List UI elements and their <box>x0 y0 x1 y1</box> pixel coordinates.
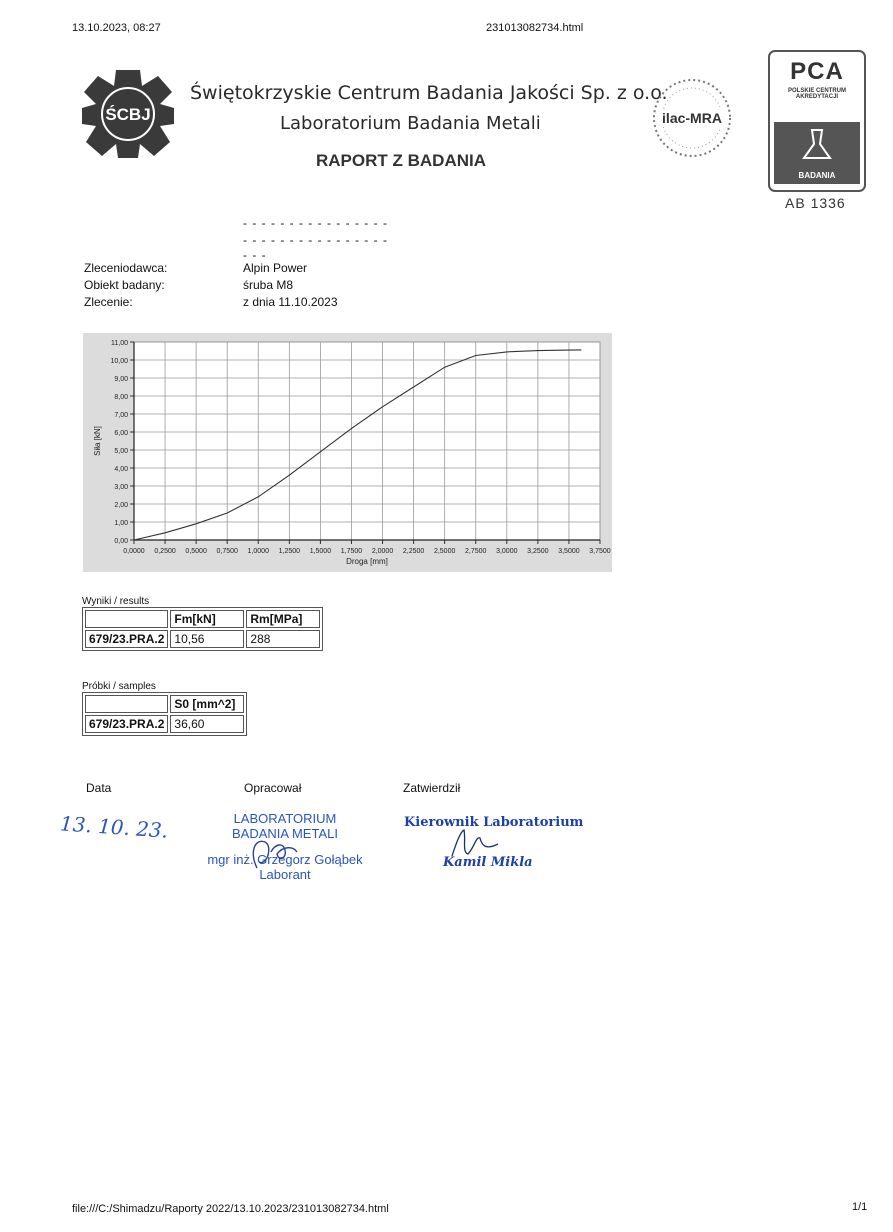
handwritten-date: 13. 10. 23. <box>59 811 169 843</box>
x-tick-label: 0,7500 <box>216 548 238 555</box>
y-tick-label: 4,00 <box>114 466 128 473</box>
x-tick-label: 3,2500 <box>527 548 549 555</box>
results-rm-value: 288 <box>246 630 320 648</box>
results-header-empty <box>85 610 168 628</box>
client-label: Zleceniodawca: <box>84 261 168 275</box>
date-label: Data <box>86 781 112 795</box>
pca-text: PCA <box>790 58 844 85</box>
approved-stamp-title: Kierownik Laboratorium <box>404 815 584 830</box>
x-tick-label: 0,0000 <box>123 548 145 555</box>
org-name: Świętokrzyskie Centrum Badania Jakości Sp. z o.o. <box>190 82 668 104</box>
scbj-logo-text: ŚCBJ <box>105 105 151 124</box>
x-tick-label: 2,2500 <box>402 548 425 555</box>
redacted-line-1: - - - - - - - - - - - - - - - - <box>243 216 388 230</box>
prepared-stamp-line-4: Laborant <box>259 867 311 882</box>
samples-sample-id: 679/23.PRA.2 <box>85 715 168 733</box>
results-header-rm: Rm[MPa] <box>246 610 320 628</box>
results-header-row <box>85 610 320 628</box>
scbj-logo <box>80 68 176 160</box>
results-table <box>82 607 323 651</box>
y-tick-label: 5,00 <box>114 448 128 455</box>
x-tick-label: 2,5000 <box>433 548 456 555</box>
pca-line2: AKREDYTACJI <box>795 94 839 100</box>
approved-signature <box>446 826 506 864</box>
report-title: RAPORT Z BADANIA <box>316 151 486 170</box>
samples-header-row <box>85 695 244 713</box>
y-tick-label: 8,00 <box>114 394 128 401</box>
object-value: śruba M8 <box>243 278 294 292</box>
samples-row <box>85 715 244 733</box>
redacted-line-2: - - - - - - - - - - - - - - - - <box>243 233 388 247</box>
approved-stamp-name: Kamil Mikla <box>443 855 533 870</box>
order-value: z dnia 11.10.2023 <box>243 295 338 309</box>
x-tick-label: 1,5000 <box>309 548 332 555</box>
results-fm-value: 10,56 <box>170 630 244 648</box>
print-filename: 231013082734.html <box>486 22 584 34</box>
lab-name: Laboratorium Badania Metali <box>280 113 541 134</box>
pca-badge-label: BADANIA <box>798 171 836 180</box>
accreditation-number: AB 1336 <box>785 195 846 211</box>
x-tick-label: 1,2500 <box>278 548 301 555</box>
x-tick-label: 1,7500 <box>340 548 363 555</box>
results-caption: Wyniki / results <box>82 596 150 607</box>
flask-icon <box>774 122 860 166</box>
y-tick-label: 2,00 <box>114 502 128 509</box>
samples-header-empty <box>85 695 168 713</box>
x-tick-label: 2,0000 <box>371 548 394 555</box>
print-datetime: 13.10.2023, 08:27 <box>72 22 161 34</box>
redacted-line-3: - - - <box>243 248 267 262</box>
x-tick-label: 3,0000 <box>496 548 518 555</box>
results-sample-id: 679/23.PRA.2 <box>85 630 168 648</box>
samples-table <box>82 692 247 736</box>
prepared-stamp-line-2: BADANIA METALI <box>232 826 338 841</box>
y-tick-label: 11,00 <box>111 340 128 347</box>
x-tick-label: 1,0000 <box>247 548 269 555</box>
client-value: Alpin Power <box>243 261 308 275</box>
y-tick-label: 3,00 <box>114 484 128 491</box>
ilac-text: ilac-MRA <box>662 110 722 126</box>
y-tick-label: 7,00 <box>114 412 128 419</box>
x-tick-label: 3,5000 <box>558 548 580 555</box>
prepared-stamp-line-1: LABORATORIUM <box>233 811 337 826</box>
pca-line1: POLSKIE CENTRUM <box>787 88 846 94</box>
x-tick-label: 3,7500 <box>589 548 611 555</box>
prepared-label: Opracował <box>244 781 302 795</box>
y-tick-label: 0,00 <box>114 538 128 545</box>
samples-caption: Próbki / samples <box>82 681 156 692</box>
pca-badge <box>768 50 866 192</box>
x-tick-label: 2,7500 <box>465 548 487 555</box>
results-row <box>85 630 320 648</box>
y-tick-label: 1,00 <box>114 520 128 527</box>
chart-svg <box>83 333 612 572</box>
y-axis-label: Siła [kN] <box>93 426 102 456</box>
y-tick-label: 6,00 <box>114 430 128 437</box>
prepared-signature <box>245 832 315 878</box>
order-label: Zlecenie: <box>84 295 133 309</box>
page-number: 1/1 <box>852 1201 868 1213</box>
y-tick-label: 10,00 <box>110 358 128 365</box>
object-label: Obiekt badany: <box>84 278 165 292</box>
results-header-fm: Fm[kN] <box>170 610 244 628</box>
x-axis-label: Droga [mm] <box>346 557 388 566</box>
approved-label: Zatwierdził <box>403 781 461 795</box>
x-tick-label: 0,2500 <box>154 548 176 555</box>
samples-s0-value: 36,60 <box>170 715 244 733</box>
x-tick-label: 0,5000 <box>185 548 207 555</box>
samples-header-s0: S0 [mm^2] <box>170 695 244 713</box>
footer-path: file:///C:/Shimadzu/Raporty 2022/13.10.2023/231013082734.html <box>72 1203 389 1215</box>
force-displacement-chart <box>83 333 612 572</box>
y-tick-label: 9,00 <box>114 376 128 383</box>
plot-area <box>134 342 600 540</box>
pca-dark-panel <box>774 122 860 184</box>
prepared-stamp-line-3: mgr inż. Grzegorz Gołąbek <box>207 852 363 867</box>
ilac-mra-logo <box>650 76 734 160</box>
